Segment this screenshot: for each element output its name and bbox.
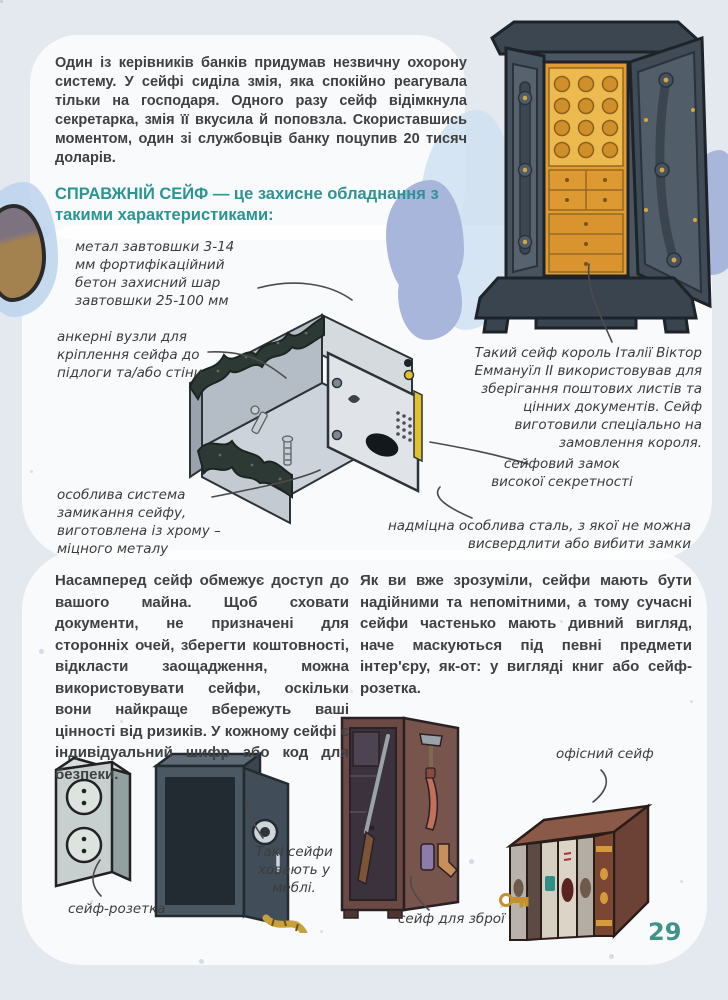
label-safe-lock: сейфовий замок високої секретності: [491, 456, 633, 490]
caption-outlet-safe: сейф-розетка: [68, 901, 166, 917]
body-paragraph-left: Насамперед сейф обмежує доступ до вашого майна. Щоб сховати документи, не призначені для сторонніх очей, зберегти коштовності, відкласти заощадження, можна використовувати сейфи, оскільки вони найкраще вбережуть ваші цінності від ризиків. У кожному сейфі є індивідуальний шифр або код для безпеки.: [55, 572, 349, 783]
body-paragraph-right: Як ви вже зрозуміли, сейфи мають бути надійними та непомітними, а тому сучасні сейфи частенько мають дивний вигляд, наче маскуються під певні предмети інтер'єру, як-от: у вигляді книг або сейф-розетка.: [360, 572, 692, 697]
caption-furniture-safe: Такі сейфи ховають у меблі.: [255, 844, 333, 896]
paper-speckles: [0, 0, 3, 3]
label-anchor-nodes: анкерні вузли для кріплення сейфа до підлоги та/або стіни: [57, 329, 203, 381]
caption-book-safe: офісний сейф: [556, 746, 654, 762]
antique-safe-illustration: [450, 10, 722, 340]
king-safe-caption: Такий сейф король Італії Віктор Еммануїл II використовував для зберігання поштових листів та цінних документів. Сейф виготовили спеціально на замовлення короля.: [474, 345, 702, 451]
label-metal-thickness: метал завтовшки 3-14 мм фортифікаційний бетон захисний шар завтовшки 25-100 мм: [75, 239, 235, 309]
section-heading: СПРАВЖНІЙ СЕЙФ — це захисне обладнання з такими характеристиками:: [55, 185, 439, 224]
page-number: 29: [648, 918, 682, 946]
label-strong-steel: надміцна особлива сталь, з якої не можна висвердлити або вибити замки: [387, 518, 691, 552]
gun-safe-illustration: [336, 702, 462, 926]
label-locking-system: особлива система замикання сейфу, виготовлена із хрому – міцного металу: [57, 487, 221, 557]
caption-gun-safe: сейф для зброї: [398, 911, 505, 927]
intro-paragraph: Один із керівників банків придумав незвичну охорону систему. У сейфі сиділа змія, яка спокійно реагувала тільки на господаря. Одного разу сейф відімкнула секретарка, змія її вкусила й поповзла. Скориставшись моментом, один зі службовців банку поцупив 20 тисяч доларів.: [55, 55, 467, 166]
